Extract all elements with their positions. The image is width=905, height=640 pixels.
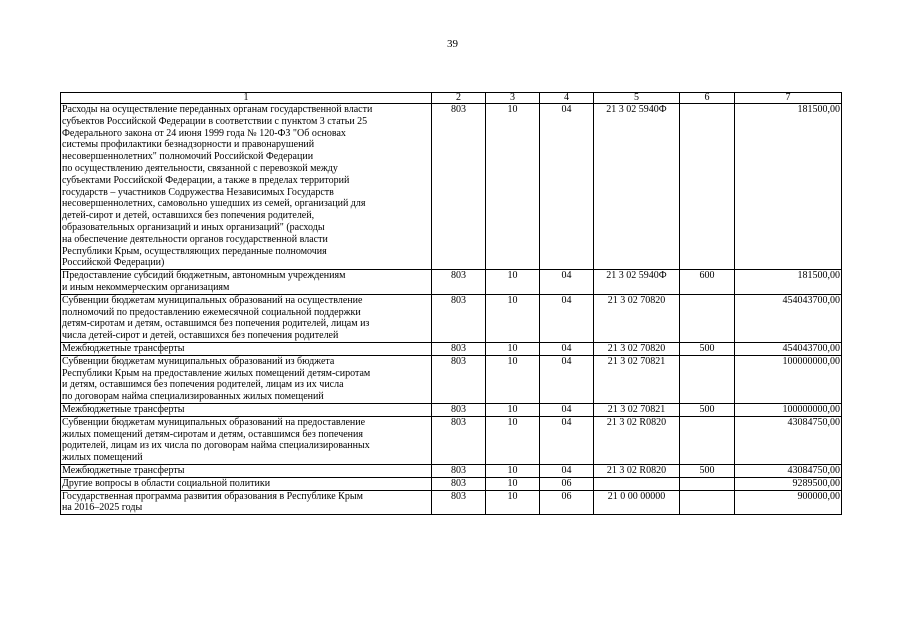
section-code-cell-text: 10 — [507, 104, 518, 115]
row-description-text: Межбюджетные трансферты — [62, 464, 185, 476]
subsection-code-cell — [540, 342, 594, 355]
target-article-cell — [594, 104, 680, 270]
ministry-code-cell — [432, 416, 486, 464]
target-article-cell-text: 21 3 02 70821 — [607, 403, 666, 415]
target-article-cell — [594, 490, 680, 515]
target-article-cell — [594, 464, 680, 477]
subsection-code-cell — [540, 464, 594, 477]
amount-cell — [735, 294, 842, 342]
section-code-cell — [486, 416, 540, 464]
subsection-code-cell — [540, 416, 594, 464]
section-code-cell-text: 10 — [507, 490, 518, 502]
expense-type-cell-text: 500 — [699, 464, 715, 476]
section-code-cell — [486, 477, 540, 490]
row-description-text: Межбюджетные трансферты — [62, 403, 185, 415]
ministry-code-cell — [432, 342, 486, 355]
subsection-code-cell-text: 04 — [561, 403, 572, 415]
target-article-cell — [594, 403, 680, 416]
target-article-cell-text: 21 3 02 70820 — [607, 294, 666, 306]
row-description — [61, 464, 432, 477]
expense-type-cell — [680, 355, 735, 403]
table-row — [61, 416, 842, 464]
table-row — [61, 294, 842, 342]
target-article-cell-text: 21 0 00 00000 — [607, 490, 666, 502]
expense-type-cell — [680, 416, 735, 464]
row-description-text: Субвенции бюджетам муниципальных образований на предоставление жилых помещений детям-сиротам и детям, оставшимся без попечения родителей, лицам из их числа по договорам найма специализированных жилых помещений — [62, 416, 370, 464]
expense-type-cell-text: 500 — [699, 342, 715, 354]
expense-type-cell — [680, 104, 735, 270]
section-code-cell — [486, 294, 540, 342]
subsection-code-cell — [540, 490, 594, 515]
column-header: 3 — [486, 93, 540, 104]
column-header: 1 — [61, 93, 432, 104]
section-code-cell — [486, 355, 540, 403]
subsection-code-cell — [540, 104, 594, 270]
table-row — [61, 464, 842, 477]
expense-type-cell — [680, 342, 735, 355]
amount-cell-text: 9289500,00 — [792, 477, 840, 489]
table-row — [61, 477, 842, 490]
amount-cell — [735, 416, 842, 464]
section-code-cell-text: 10 — [507, 403, 518, 415]
amount-cell-text: 100000000,00 — [782, 403, 840, 415]
amount-cell-text: 181500,00 — [797, 270, 840, 282]
target-article-cell — [594, 477, 680, 490]
row-description-text: Субвенции бюджетам муниципальных образований из бюджета Республики Крым на предоставление жилых помещений детям-сиротам и детям, оставшимся без попечения родителей, лицам из их числа по договорам найма специализированных жилых помещений — [62, 355, 371, 403]
amount-cell — [735, 477, 842, 490]
row-description — [61, 104, 432, 270]
budget-table — [60, 92, 842, 515]
row-description — [61, 403, 432, 416]
ministry-code-cell-text: 803 — [451, 477, 466, 489]
subsection-code-cell-text: 04 — [561, 342, 572, 354]
ministry-code-cell — [432, 464, 486, 477]
table-row — [61, 355, 842, 403]
section-code-cell-text: 10 — [507, 355, 518, 367]
table-row — [61, 403, 842, 416]
table-row — [61, 342, 842, 355]
section-code-cell-text: 10 — [507, 342, 518, 354]
subsection-code-cell-text: 04 — [561, 270, 572, 282]
section-code-cell — [486, 403, 540, 416]
ministry-code-cell-text: 803 — [451, 342, 466, 354]
row-description-text: Государственная программа развития образования в Республике Крым на 2016–2025 годы — [62, 490, 363, 514]
ministry-code-cell — [432, 403, 486, 416]
row-description-text: Другие вопросы в области социальной политики — [62, 477, 271, 489]
section-code-cell-text: 10 — [507, 294, 518, 306]
column-header: 6 — [680, 93, 735, 104]
row-description — [61, 416, 432, 464]
ministry-code-cell-text: 803 — [451, 294, 466, 306]
target-article-cell-text: 21 3 02 70820 — [607, 342, 666, 354]
row-description — [61, 477, 432, 490]
subsection-code-cell-text: 04 — [561, 104, 572, 115]
row-description-text: Предоставление субсидий бюджетным, автономным учреждениям и иным некоммерческим организациям — [62, 270, 346, 293]
column-header: 7 — [735, 93, 842, 104]
subsection-code-cell-text: 04 — [561, 416, 572, 428]
subsection-code-cell-text: 04 — [561, 294, 572, 306]
page-number: 39 — [447, 38, 458, 50]
amount-cell-text: 900000,00 — [797, 490, 840, 502]
subsection-code-cell — [540, 355, 594, 403]
amount-cell — [735, 104, 842, 270]
amount-cell — [735, 490, 842, 515]
subsection-code-cell — [540, 270, 594, 295]
section-code-cell-text: 10 — [507, 270, 518, 282]
expense-type-cell — [680, 477, 735, 490]
expense-type-cell-text: 600 — [699, 270, 715, 282]
subsection-code-cell — [540, 477, 594, 490]
expense-type-cell — [680, 464, 735, 477]
row-description — [61, 490, 432, 515]
expense-type-cell — [680, 490, 735, 515]
column-header: 5 — [594, 93, 680, 104]
ministry-code-cell — [432, 104, 486, 270]
expense-type-cell — [680, 270, 735, 295]
ministry-code-cell-text: 803 — [451, 355, 466, 367]
amount-cell — [735, 270, 842, 295]
amount-cell — [735, 403, 842, 416]
amount-cell-text: 43084750,00 — [787, 464, 840, 476]
ministry-code-cell-text: 803 — [451, 490, 466, 502]
amount-cell-text: 181500,00 — [797, 104, 840, 115]
target-article-cell-text: 21 3 02 R0820 — [606, 464, 667, 476]
section-code-cell-text: 10 — [507, 416, 518, 428]
target-article-cell — [594, 270, 680, 295]
subsection-code-cell-text: 04 — [561, 464, 572, 476]
ministry-code-cell — [432, 477, 486, 490]
ministry-code-cell-text: 803 — [451, 464, 466, 476]
row-description-text: Субвенции бюджетам муниципальных образований на осуществление полномочий по предоставлению ежемесячной социальной поддержки детям-сиротам и детям, оставшимся без попечения родителей, лицам из числа детей-сирот и детей, оставшихся без попечения родителей — [62, 294, 370, 342]
table-row — [61, 490, 842, 515]
ministry-code-cell — [432, 355, 486, 403]
column-header: 4 — [540, 93, 594, 104]
subsection-code-cell-text: 04 — [561, 355, 572, 367]
section-code-cell — [486, 342, 540, 355]
table-row — [61, 104, 842, 270]
target-article-cell — [594, 294, 680, 342]
table-row — [61, 270, 842, 295]
expense-type-cell — [680, 403, 735, 416]
target-article-cell-text: 21 3 02 R0820 — [606, 416, 667, 428]
row-description — [61, 355, 432, 403]
section-code-cell — [486, 490, 540, 515]
section-code-cell-text: 10 — [507, 477, 518, 489]
target-article-cell-text: 21 3 02 70821 — [607, 355, 666, 367]
ministry-code-cell-text: 803 — [451, 104, 466, 115]
amount-cell — [735, 342, 842, 355]
section-code-cell — [486, 464, 540, 477]
subsection-code-cell-text: 06 — [561, 490, 572, 502]
row-description — [61, 342, 432, 355]
amount-cell-text: 100000000,00 — [782, 355, 840, 367]
amount-cell — [735, 355, 842, 403]
target-article-cell-text: 21 3 02 5940Ф — [606, 104, 667, 115]
expense-type-cell-text: 500 — [699, 403, 715, 415]
section-code-cell — [486, 104, 540, 270]
row-description — [61, 270, 432, 295]
row-description — [61, 294, 432, 342]
subsection-code-cell-text: 06 — [561, 477, 572, 489]
subsection-code-cell — [540, 294, 594, 342]
subsection-code-cell — [540, 403, 594, 416]
amount-cell — [735, 464, 842, 477]
section-code-cell — [486, 270, 540, 295]
target-article-cell-text: 21 3 02 5940Ф — [606, 270, 667, 282]
row-description-text: Расходы на осуществление переданных органам государственной власти субъектов Российской Федерации в соответствии с пунктом 3 статьи 25 Федерального закона от 24 июня 1999 года № 120-ФЗ "Об основах системы профилактики безнадзорности и правонарушений несовершеннолетних" полномочий Российской Федерации по осуществлению деятельности, связанной с перевозкой между субъектами Российской Федерации, а также в пределах территорий государств – участников Содружества Независимых Государств несовершеннолетних, самовольно ушедших из семей, организаций для детей-сирот и детей, оставшихся без попечения родителей, образовательных организаций и иных организаций" (расходы на обеспечение деятельности органов государственной власти Республики Крым, осуществляющих переданные полномочия Российской Федерации) — [62, 104, 373, 269]
ministry-code-cell-text: 803 — [451, 416, 466, 428]
amount-cell-text: 454043700,00 — [782, 342, 840, 354]
amount-cell-text: 454043700,00 — [782, 294, 840, 306]
section-code-cell-text: 10 — [507, 464, 518, 476]
ministry-code-cell-text: 803 — [451, 403, 466, 415]
column-header: 2 — [432, 93, 486, 104]
header-row — [61, 93, 842, 104]
row-description-text: Межбюджетные трансферты — [62, 342, 185, 354]
expense-type-cell — [680, 294, 735, 342]
ministry-code-cell — [432, 270, 486, 295]
amount-cell-text: 43084750,00 — [787, 416, 840, 428]
ministry-code-cell — [432, 490, 486, 515]
ministry-code-cell-text: 803 — [451, 270, 466, 282]
target-article-cell — [594, 416, 680, 464]
target-article-cell — [594, 342, 680, 355]
ministry-code-cell — [432, 294, 486, 342]
target-article-cell — [594, 355, 680, 403]
